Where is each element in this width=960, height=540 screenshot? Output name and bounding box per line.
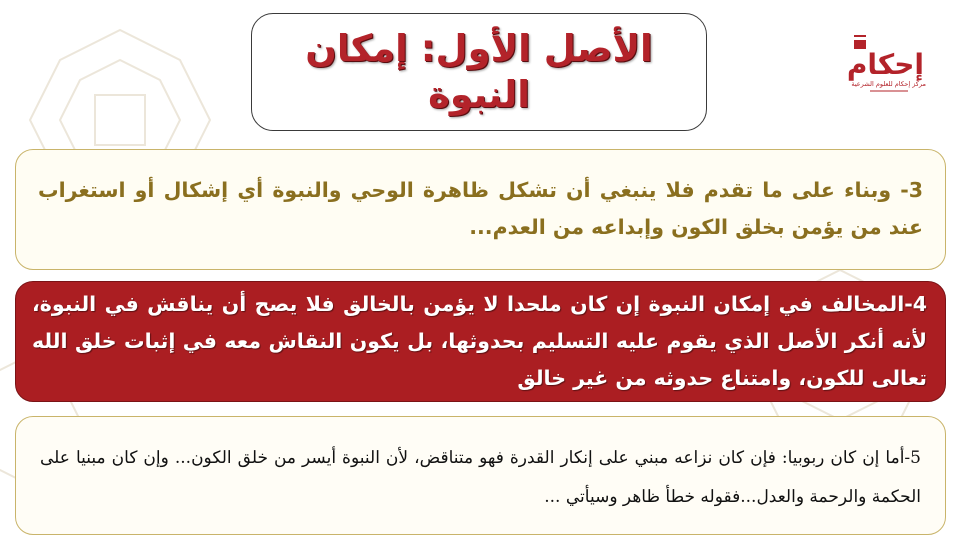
title-box <box>251 13 707 131</box>
logo-emblem-icon <box>848 24 930 96</box>
point-3-box <box>15 149 946 270</box>
slide-title-line1: الأصل الأول: إمكان <box>305 27 653 70</box>
svg-text:إحكام: إحكام <box>848 48 924 81</box>
point-4-text: 4-المخالف في إمكان النبوة إن كان ملحدا لا يؤمن بالخالق فلا يصح أن يناقش في النبوة، لأنه أنكر الأصل الذي يقوم عليه التسليم بحدوثها، بل يكون النقاش معه في إثبات خلق الله تعالى للكون، وامتناع حدوثه من غير خالق <box>32 292 927 390</box>
svg-text:مركز إحكام للعلوم الشرعية: مركز إحكام للعلوم الشرعية <box>851 80 926 88</box>
point-4-box <box>15 281 946 402</box>
slide-title-line2: النبوة <box>428 73 530 116</box>
logo <box>848 24 930 96</box>
point-5-text: 5-أما إن كان ربوبيا: فإن كان نزاعه مبني على إنكار القدرة فهو متناقض، لأن النبوة أيسر من خلق الكون... وإن كان مبنيا على الحكمة والرحمة والعدل...فقوله خطأ ظاهر وسيأتي ... <box>40 448 921 507</box>
point-5-box <box>15 416 946 535</box>
point-3-text: 3- وبناء على ما تقدم فلا ينبغي أن تشكل ظاهرة الوحي والنبوة أي إشكال أو استغراب عند من يؤمن بخلق الكون وإبداعه من العدم... <box>38 178 923 239</box>
